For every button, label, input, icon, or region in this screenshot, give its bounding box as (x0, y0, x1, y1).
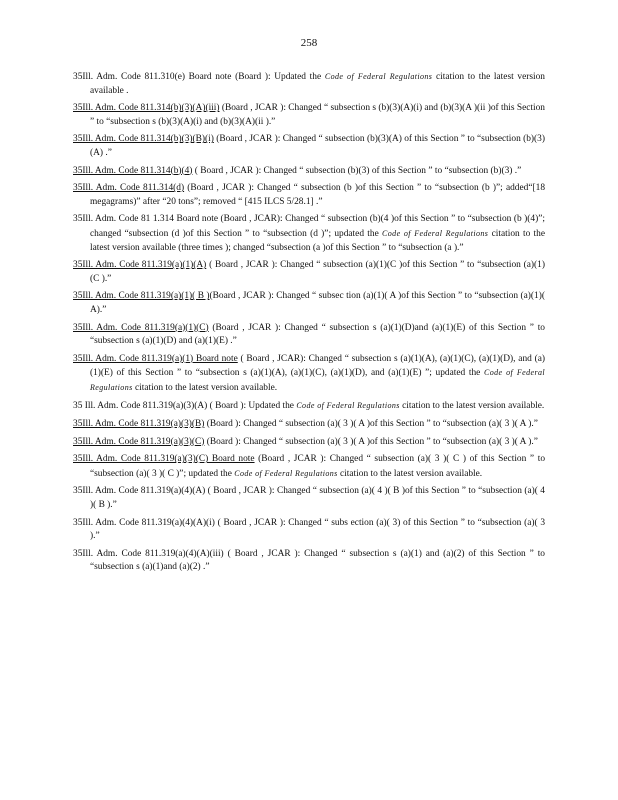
change-description: ( Board , JCAR ): Changed “ subsection (b)(3) of this Section ” to “subsection (b)(3) .” (192, 165, 522, 176)
change-description: (Board , JCAR ): Changed “ subsection (b)(3)(A) of this Section ” to “subsection (b)(3)(A) .” (90, 134, 545, 158)
change-description: ( Board ): Updated the (207, 401, 297, 412)
change-description-cont: citation to the latest version available . (90, 72, 545, 96)
change-description: (Board , JCAR ): Changed “ subsection s (b)(3)(A)(i) and (b)(3)(A )(ii )of this Section ” to “subsection s (b)(3)(A)(i) and (b)(3)(A)(ii ).” (90, 103, 545, 127)
change-description: (Board , JCAR ): Changed “ subsection s (a)(1)(D)and (a)(1)(E) of this Section ” to “subsection s (a)(1)(D) and (a)(1)(E) .” (90, 322, 545, 347)
citation: 35Ill. Adm. Code 811.314(d) (73, 183, 185, 194)
change-description: ( Board , JCAR ): Changed “ subsection (a)(1)(C )of this Section ” to “subsection (a)(1)(C ).” (90, 260, 545, 284)
cfr-title: Code of Federal Regulations (324, 72, 433, 81)
amendment-entry (73, 290, 545, 317)
cfr-title: Code of Federal Regulations (234, 468, 338, 478)
amendment-entry (73, 485, 545, 512)
amendment-entry (73, 353, 545, 396)
citation: 35Ill. Adm. Code 811.319(a)(1)( B ) (73, 291, 210, 302)
change-description: ( Board , JCAR ): Changed “ subs ection (a)( 3) of this Section ” to “subsection (a)( 3 ).” (90, 517, 546, 542)
citation: 35Ill. Adm. Code 811.319(a)(1)(A) (73, 260, 207, 271)
citation: 35Ill. Adm. Code 811.319(a)(1) Board note (73, 353, 238, 364)
amendment-entry (73, 259, 545, 286)
change-description: (Board , JCAR ): Changed “ subsection (a)( 3 )( C ) of this Section ” to “subsection (a)( 3 )( C )”; updated the (90, 454, 546, 479)
amendment-entry (73, 213, 545, 255)
amendment-entry (73, 165, 545, 179)
citation: 35Ill. Adm. Code 811.314(b)(3)(B)(i) (73, 134, 214, 145)
amendment-entry (73, 102, 545, 129)
cfr-title: Code of Federal Regulations (90, 368, 546, 392)
amendment-entry (73, 133, 545, 160)
change-description: ( Board , JCAR ): Changed “ subsection (a)( 4 )( B )of this Section ” to “subsection (a)( 4 )( B ).” (90, 486, 545, 511)
citation: 35Ill. Adm. Code 811.319(a)(3)(C) (73, 436, 205, 447)
amendment-entry (73, 453, 545, 481)
cfr-title: Code of Federal Regulations (296, 401, 400, 411)
change-description-cont: citation to the latest version available. (337, 468, 483, 479)
change-description-cont: citation to the latest version available. (399, 401, 545, 412)
change-description: ( Board , JCAR ): Changed “ subsection s (a)(1) and (a)(2) of this Section ” to “subsection s (a)(1)and (a)(2) .” (90, 548, 545, 573)
change-description: (Board ): Changed “ subsection (a)( 3 )( A )of this Section ” to “subsection (a)( 3 )( A ).” (204, 419, 538, 430)
change-description-cont: citation to the latest version available (three times ); changed “subsection (a )of this Section ” to “subsection (a ).” (90, 228, 545, 253)
amendment-entry (73, 399, 545, 414)
citation: 35Ill. Adm. Code 811.314(b)(3)(A)(iii) (73, 103, 220, 114)
change-description: (Board , JCAR ): Changed “ subsec tion (a)(1)( A )of this Section ” to “subsection (a)(1)( A).” (90, 291, 545, 315)
page-number: 258 (300, 37, 318, 49)
change-description: (Board ): Changed “ subsection (a)( 3 )( A )of this Section ” to “subsection (a)( 3 )( A ).” (204, 436, 538, 447)
change-description: (Board , JCAR): Changed “ subsection (b)(4 )of this Section ” to “subsection (b )(4)”; changed “subsection (d )of this Section ” to “subsection (d )”; updated the (90, 214, 545, 239)
citation: 35Ill. Adm. Code 811.319(a)(4)(A)(i) (73, 517, 215, 528)
citation: 35Ill. Adm. Code 811.314(b)(4) (73, 165, 193, 176)
change-description: ( Board , JCAR): Changed “ subsection s (a)(1)(A), (a)(1)(C), (a)(1)(D), and (a)(1)(E) of this Section ” to “subsection s (a)(1)(A), (a)(1)(C), (a)(1)(D), and (a)(1)(E) ”; updated the (90, 353, 545, 379)
amendment-entry (73, 548, 545, 575)
citation: 35Ill. Adm. Code 811.319(a)(4)(A)(iii) (73, 548, 224, 559)
citation: 35Ill. Adm. Code 811.319(a)(4)(A) (73, 486, 206, 497)
citation: 35Ill. Adm. Code 811.319(a)(1)(C) (73, 322, 209, 333)
change-description-cont: citation to the latest version available. (132, 382, 278, 393)
amendment-entry (73, 517, 545, 544)
amendment-entry (73, 436, 545, 450)
amendment-entry (73, 70, 545, 98)
cfr-title: Code of Federal Regulations (382, 228, 489, 238)
change-description: (Board ): Updated the (231, 72, 325, 82)
citation: 35Ill. Adm. Code 811.319(a)(3)(C) Board note (73, 454, 255, 465)
amendment-entry (73, 418, 545, 432)
citation: 35Ill. Adm. Code 81 1.314 Board note (73, 214, 219, 225)
amendment-entry (73, 322, 545, 349)
amendment-list (73, 70, 545, 579)
citation: 35 Ill. Adm. Code 811.319(a)(3)(A) (73, 401, 208, 412)
citation: 35Ill. Adm. Code 811.319(a)(3)(B) (73, 419, 205, 430)
amendment-entry (73, 182, 545, 209)
change-description: (Board , JCAR ): Changed “ subsection (b )of this Section ” to “subsection (b )”; added“[18 megagrams)” after “20 tons”; removed “ [415 ILCS 5/28.1] .” (90, 183, 546, 207)
citation: 35Ill. Adm. Code 811.310(e) Board note (73, 72, 232, 82)
